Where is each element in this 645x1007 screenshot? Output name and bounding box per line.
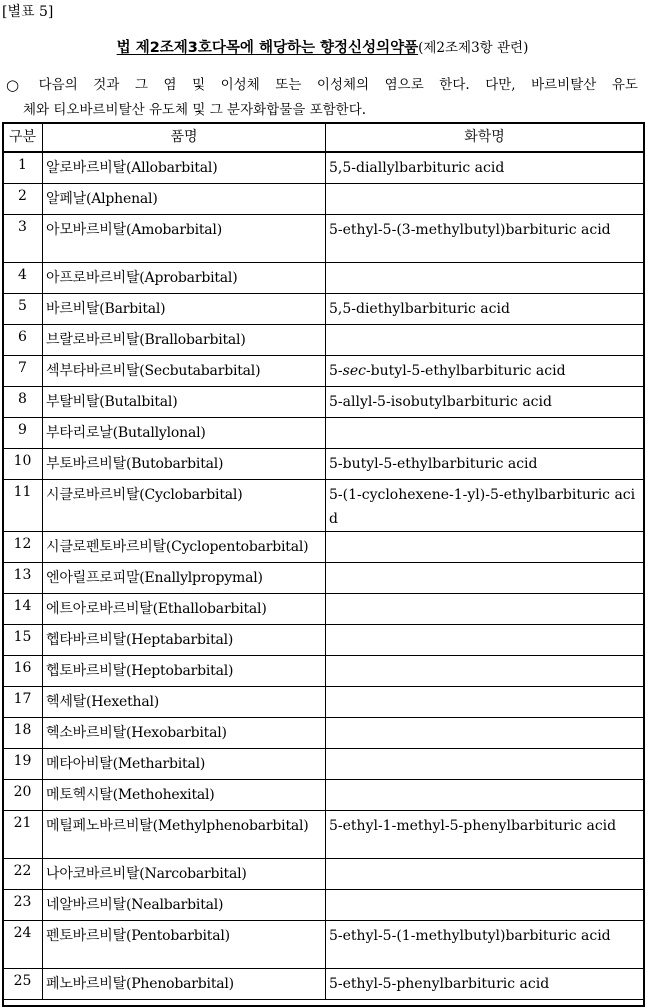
row-number: 18 xyxy=(3,717,43,748)
product-name-cell: 메토헥시탈(Methohexital) xyxy=(43,779,326,810)
note-word: 염으로 xyxy=(384,77,424,93)
note-word: 이성체의 xyxy=(316,77,370,93)
table-row xyxy=(3,448,644,479)
note-word: 염 xyxy=(163,77,177,93)
note-line-1 xyxy=(6,73,638,98)
table-row xyxy=(3,531,644,562)
table-row xyxy=(3,624,644,655)
chemical-name-cell: 5-butyl-5-ethylbarbituric acid xyxy=(326,448,644,479)
note-word: 다음의 xyxy=(38,77,78,93)
row-number: 22 xyxy=(3,858,43,889)
table-row xyxy=(3,858,644,889)
row-number: 19 xyxy=(3,748,43,779)
row-number: 17 xyxy=(3,686,43,717)
chemical-name-cell xyxy=(326,417,644,448)
product-name-cell: 시클로바르비탈(Cyclobarbital) xyxy=(43,479,326,531)
product-name-cell: 부토바르비탈(Butobarbital) xyxy=(43,448,326,479)
product-name-cell: 바르비탈(Barbital) xyxy=(43,293,326,324)
row-number: 14 xyxy=(3,593,43,624)
chemical-name-cell: 5-sec-butyl-5-ethylbarbituric acid xyxy=(326,355,644,386)
table-row xyxy=(3,324,644,355)
row-number: 21 xyxy=(3,810,43,858)
table-row xyxy=(3,686,644,717)
row-number: 12 xyxy=(3,531,43,562)
chemical-name-cell: 5-ethyl-5-phenylbarbituric acid xyxy=(326,968,644,999)
chemical-name-cell: 5,5-diallylbarbituric acid xyxy=(326,152,644,183)
note-paragraph xyxy=(6,73,638,123)
chemical-name-cell: 5-ethyl-5-(1-methylbutyl)barbituric acid xyxy=(326,920,644,968)
row-number: 16 xyxy=(3,655,43,686)
product-name-cell: 알로바르비탈(Allobarbital) xyxy=(43,152,326,183)
note-line-2: 체와 티오바르비탈산 유도체 및 그 분자화합물을 포함한다. xyxy=(23,102,367,118)
product-name-cell: 페노바르비탈(Phenobarbital) xyxy=(43,968,326,999)
table-row xyxy=(3,152,644,183)
note-word: 또는 xyxy=(275,77,302,93)
row-number: 2 xyxy=(3,183,43,214)
table-row xyxy=(3,355,644,386)
product-name-cell: 부타리로날(Butallylonal) xyxy=(43,417,326,448)
chemical-name-cell: 5,5-diethylbarbituric acid xyxy=(326,293,644,324)
product-name-cell: 브랄로바르비탈(Brallobarbital) xyxy=(43,324,326,355)
chemical-name-cell xyxy=(326,562,644,593)
table-row xyxy=(3,183,644,214)
row-number: 23 xyxy=(3,889,43,920)
note-bullet: ○ xyxy=(6,76,20,94)
product-name-cell: 엔아릴프로피말(Enallylpropymal) xyxy=(43,562,326,593)
product-name-cell: 에트아로바르비탈(Ethallobarbital) xyxy=(43,593,326,624)
chemical-name-cell xyxy=(326,531,644,562)
table-header-row xyxy=(3,123,644,153)
table-row xyxy=(3,479,644,531)
note-word: 다만, xyxy=(485,77,516,93)
note-word: 이성체 xyxy=(220,77,260,93)
product-name-cell: 헵타바르비탈(Heptabarbital) xyxy=(43,624,326,655)
table-row xyxy=(3,417,644,448)
chemical-name-cell xyxy=(326,655,644,686)
chemical-name-cell xyxy=(326,779,644,810)
row-number: 7 xyxy=(3,355,43,386)
drug-table xyxy=(2,122,644,1000)
row-number: 4 xyxy=(3,262,43,293)
chemical-name-cell xyxy=(326,624,644,655)
chemical-name-cell xyxy=(326,889,644,920)
chemical-name-cell xyxy=(326,717,644,748)
title-main: 법 제2조제3호다목에 해당하는 향정신성의약품 xyxy=(116,40,419,56)
row-number: 6 xyxy=(3,324,43,355)
row-number: 10 xyxy=(3,448,43,479)
note-word: 및 xyxy=(192,77,206,93)
table-row xyxy=(3,810,644,858)
product-name-cell: 아프로바르비탈(Aprobarbital) xyxy=(43,262,326,293)
table-row xyxy=(3,262,644,293)
chemical-name-cell xyxy=(326,183,644,214)
chemical-name-cell xyxy=(326,593,644,624)
table-row xyxy=(3,593,644,624)
product-name-cell: 네알바르비탈(Nealbarbital) xyxy=(43,889,326,920)
header-category: 구분 xyxy=(3,123,43,153)
product-name-cell: 헥소바르비탈(Hexobarbital) xyxy=(43,717,326,748)
product-name-cell: 나아코바르비탈(Narcobarbital) xyxy=(43,858,326,889)
row-number: 1 xyxy=(3,152,43,183)
product-name-cell: 메타아비탈(Metharbital) xyxy=(43,748,326,779)
table-row xyxy=(3,748,644,779)
note-word: 그 xyxy=(134,77,148,93)
row-number: 8 xyxy=(3,386,43,417)
table-row xyxy=(3,293,644,324)
chemical-name-cell xyxy=(326,324,644,355)
table-row xyxy=(3,889,644,920)
table-row xyxy=(3,717,644,748)
chemical-name-cell xyxy=(326,262,644,293)
table-row xyxy=(3,562,644,593)
row-number: 20 xyxy=(3,779,43,810)
chemical-name-cell xyxy=(326,686,644,717)
note-word: 바르비탈산 xyxy=(531,77,597,93)
chemical-name-cell xyxy=(326,858,644,889)
note-word: 한다. xyxy=(439,77,470,93)
row-number: 5 xyxy=(3,293,43,324)
product-name-cell: 알페날(Alphenal) xyxy=(43,183,326,214)
chemical-name-cell: 5-ethyl-5-(3-methylbutyl)barbituric acid xyxy=(326,214,644,262)
chemical-name-cell: 5-allyl-5-isobutylbarbituric acid xyxy=(326,386,644,417)
header-chemical-name: 화학명 xyxy=(326,123,644,153)
note-word: 것과 xyxy=(93,77,120,93)
table-row xyxy=(3,920,644,968)
row-number: 24 xyxy=(3,920,43,968)
product-name-cell: 헥세탈(Hexethal) xyxy=(43,686,326,717)
table-row xyxy=(3,214,644,262)
row-number: 13 xyxy=(3,562,43,593)
row-number: 15 xyxy=(3,624,43,655)
product-name-cell: 부탈비탈(Butalbital) xyxy=(43,386,326,417)
row-number: 11 xyxy=(3,479,43,531)
product-name-cell: 아모바르비탈(Amobarbital) xyxy=(43,214,326,262)
table-row xyxy=(3,386,644,417)
annex-label: [별표 5] xyxy=(2,4,54,20)
row-number: 9 xyxy=(3,417,43,448)
table-row xyxy=(3,655,644,686)
row-number: 25 xyxy=(3,968,43,999)
product-name-cell: 헵토바르비탈(Heptobarbital) xyxy=(43,655,326,686)
chemical-name-cell: 5-ethyl-1-methyl-5-phenylbarbituric acid xyxy=(326,810,644,858)
note-word: 유도 xyxy=(611,77,638,93)
product-name-cell: 메틸페노바르비탈(Methylphenobarbital) xyxy=(43,810,326,858)
row-number: 3 xyxy=(3,214,43,262)
header-product-name: 품명 xyxy=(43,123,326,153)
document-title xyxy=(0,36,645,57)
product-name-cell: 펜토바르비탈(Pentobarbital) xyxy=(43,920,326,968)
chemical-name-cell xyxy=(326,748,644,779)
title-sub: (제2조제3항 관련) xyxy=(418,40,529,56)
table-row xyxy=(3,779,644,810)
product-name-cell: 섹부타바르비탈(Secbutabarbital) xyxy=(43,355,326,386)
product-name-cell: 시클로펜토바르비탈(Cyclopentobarbital) xyxy=(43,531,326,562)
chemical-name-cell: 5-(1-cyclohexene-1-yl)-5-ethylbarbituric acid xyxy=(326,479,644,531)
table-row xyxy=(3,968,644,999)
